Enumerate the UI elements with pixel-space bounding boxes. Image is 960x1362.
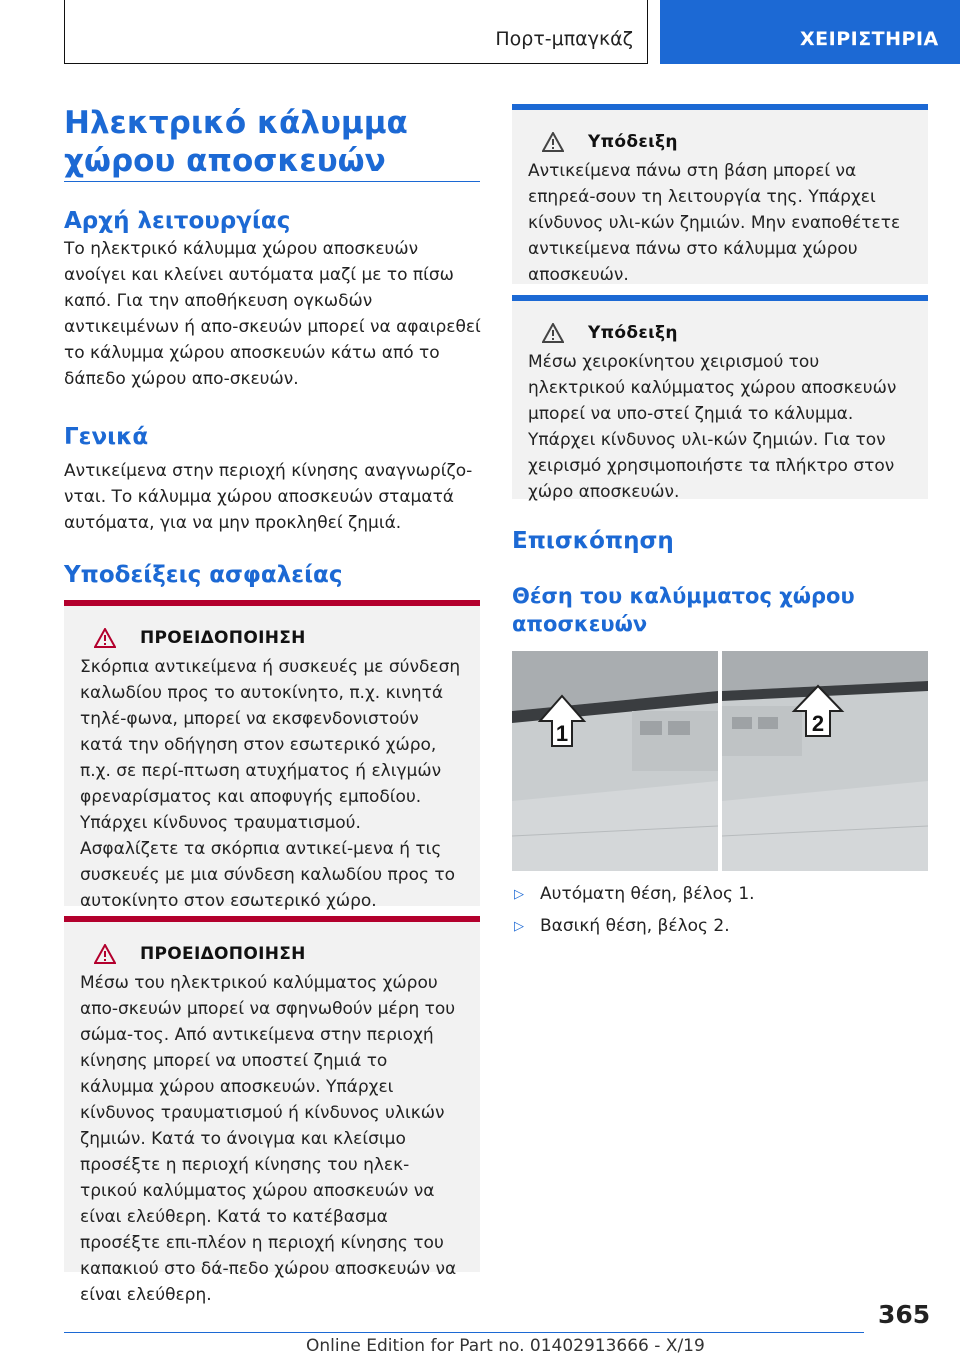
header-chapter-label: ΧΕΙΡΙΣΤΗΡΙΑ	[800, 28, 939, 50]
list-item	[512, 916, 730, 936]
header-section-box	[64, 0, 648, 64]
trunk-photo-basic-position	[722, 651, 928, 871]
photo-1-label: 1	[555, 721, 569, 746]
general-heading: Γενικά	[64, 424, 149, 450]
note-1-text: Αντικείμενα πάνω στη βάση μπορεί να επηρεά-σουν τη λειτουργία της. Υπάρχει κίνδυνος υλι-κών ζημιών. Μην εναποθέτετε αντικείμενα πάνω στο κάλυμμα χώρου αποσκευών.	[528, 161, 901, 285]
note-2-text: Μέσω χειροκίνητου χειρισμού του ηλεκτρικού καλύμματος χώρου αποσκευών μπορεί να υπο-στεί ζημιά το κάλυμμα. Υπάρχει κίνδυνος υλι-κών ζημιών. Για τον χειρισμό χρησιμοποιήστε τα πλήκτρο στον χώρο αποσκευών.	[528, 352, 897, 502]
footer-divider	[64, 1332, 864, 1333]
bullet-triangle-icon: ▷	[514, 918, 524, 934]
warning-box-2	[64, 916, 480, 1305]
note-box-2	[512, 295, 928, 502]
note-2-title: Υπόδειξη	[588, 323, 678, 343]
warning-2-title: ΠΡΟΕΙΔΟΠΟΙΗΣΗ	[140, 944, 306, 964]
title-divider	[64, 181, 480, 182]
trunk-illustration-2	[722, 651, 928, 871]
footer-edition-text: Online Edition for Part no. 01402913666 - X/19	[306, 1336, 705, 1356]
general-text: Αντικείμενα στην περιοχή κίνησης αναγνωρίζο-νται. Το κάλυμμα χώρου αποσκευών σταματά αυτόματα, για να μην προκληθεί ζημιά.	[64, 461, 473, 533]
note-box-1	[512, 104, 928, 284]
note-1-title: Υπόδειξη	[588, 132, 678, 152]
bullet-1-text: Αυτόματη θέση, βέλος 1.	[540, 884, 755, 904]
overview-heading: Επισκόπηση	[512, 528, 674, 554]
bullet-2-text: Βασική θέση, βέλος 2.	[540, 916, 730, 936]
trunk-photo-automatic-position	[512, 651, 718, 871]
caution-triangle-icon	[542, 132, 564, 152]
warning-1-title: ΠΡΟΕΙΔΟΠΟΙΗΣΗ	[140, 628, 306, 648]
bullet-triangle-icon: ▷	[514, 886, 524, 902]
warning-2-text: Μέσω του ηλεκτρικού καλύμματος χώρου απο-σκευών μπορεί να σφηνωθούν μέρη του σώμα-τος. Από αντικείμενα στην περιοχή κίνησης μπορεί να υποστεί ζημιά το κάλυμμα χώρου αποσκευών. Υπάρχει κίνδυνος τραυματισμού ή κίνδυνος υλικών ζημιών. Κατά το άνοιγμα και κλείσιμο προσέξτε η περιοχή κίνησης του ηλεκ-τρικού καλύμματος χώρου αποσκευών να είναι ελεύθερη. Κατά το κατέβασμα προσέξτε επι-πλέον η περιοχή κίνησης του καπακιού στο δά-πεδο χώρου αποσκευών να είναι ελεύθερη.	[80, 973, 457, 1305]
warning-triangle-icon	[94, 944, 116, 964]
caution-triangle-icon	[542, 323, 564, 343]
page-number: 365	[878, 1300, 931, 1329]
trunk-illustration-1	[512, 651, 718, 871]
safety-heading: Υποδείξεις ασφαλείας	[64, 562, 343, 588]
header-chapter-tab	[660, 0, 960, 64]
warning-1-text: Σκόρπια αντικείμενα ή συσκευές με σύνδεση καλωδίου προς το αυτοκίνητο, π.χ. κινητά τηλέ-φωνα, μπορεί να εκσφενδονιστούν κατά την οδήγηση στον εσωτερικό χώρο, π.χ. σε περί-πτωση ατυχήματος ή ελιγμών φρεναρίσματος και αποφυγής εμποδίου. Υπάρχει κίνδυνος τραυματισμού. Ασφαλίζετε τα σκόρπια αντικεί-μενα ή τις συσκευές με μια σύνδεση καλωδίου προς το αυτοκίνητο στον εσωτερικό χώρο.	[80, 657, 461, 911]
warning-box-1	[64, 600, 480, 911]
principle-text: Το ηλεκτρικό κάλυμμα χώρου αποσκευών ανοίγει και κλείνει αυτόματα μαζί με το πίσω καπό. Για την αποθήκευση ογκωδών αντικειμένων ή απο-σκευών μπορεί να αφαιρεθεί το κάλυμμα χώρου αποσκευών κάτω από το δάπεδο χώρου απο-σκευών.	[64, 239, 481, 389]
header-section-label: Πορτ-μπαγκάζ	[495, 28, 633, 50]
page-title: Ηλεκτρικό κάλυμμα χώρου αποσκευών	[64, 105, 408, 179]
photo-2-label: 2	[811, 711, 825, 736]
position-heading: Θέση του καλύμματος χώρου αποσκευών	[512, 584, 855, 636]
list-item	[512, 884, 755, 904]
principle-heading: Αρχή λειτουργίας	[64, 208, 291, 234]
warning-triangle-icon	[94, 628, 116, 648]
